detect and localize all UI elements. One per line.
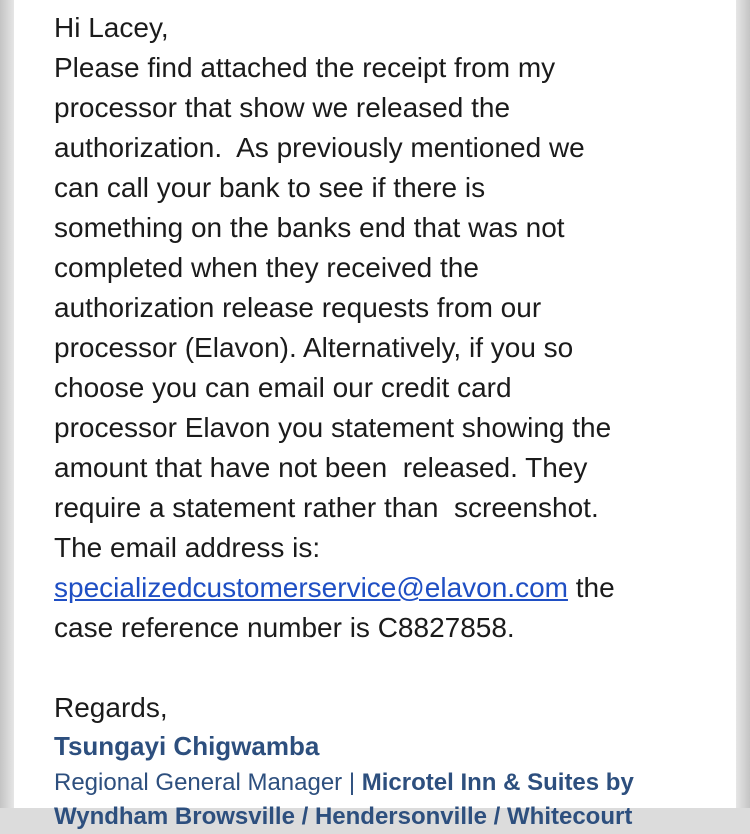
email-address-link[interactable]: specializedcustomerservice@elavon.com <box>54 572 568 603</box>
signature-name: Tsungayi Chigwamba <box>54 731 320 761</box>
body-line: Please find attached the receipt from my <box>54 52 556 83</box>
left-background-edge <box>0 0 14 808</box>
signature-company-continued: Wyndham Browsville / Hendersonville / Whitecourt <box>54 803 633 830</box>
body-line: authorization. As previously mentioned we <box>54 132 585 163</box>
email-message-body <box>14 0 736 830</box>
right-background-edge <box>736 0 750 808</box>
body-line: processor (Elavon). Alternatively, if you so <box>54 332 574 363</box>
after-link-text: the <box>567 572 615 603</box>
body-line: completed when they received the <box>54 252 479 283</box>
signature-role: Regional General Manager <box>54 769 343 796</box>
body-line: authorization release requests from our <box>54 292 542 323</box>
body-line: choose you can email our credit card <box>54 372 512 403</box>
body-line: require a statement rather than screenshot. <box>54 492 599 523</box>
body-line: processor Elavon you statement showing the <box>54 412 612 443</box>
body-line: something on the banks end that was not <box>54 212 565 243</box>
signature-company: Microtel Inn & Suites by <box>361 769 634 796</box>
signature-separator: | <box>342 769 362 796</box>
email-link-line <box>54 568 736 608</box>
blank-line <box>54 648 736 688</box>
closing: Regards, <box>54 692 168 723</box>
body-line: The email address is: <box>54 532 321 563</box>
body-line: can call your bank to see if there is <box>54 172 486 203</box>
greeting: Hi Lacey, <box>54 12 169 43</box>
body-line: processor that show we released the <box>54 92 511 123</box>
signature-title-line <box>54 766 736 800</box>
body-line: amount that have not been released. They <box>54 452 588 483</box>
case-reference-line: case reference number is C8827858. <box>54 612 515 643</box>
